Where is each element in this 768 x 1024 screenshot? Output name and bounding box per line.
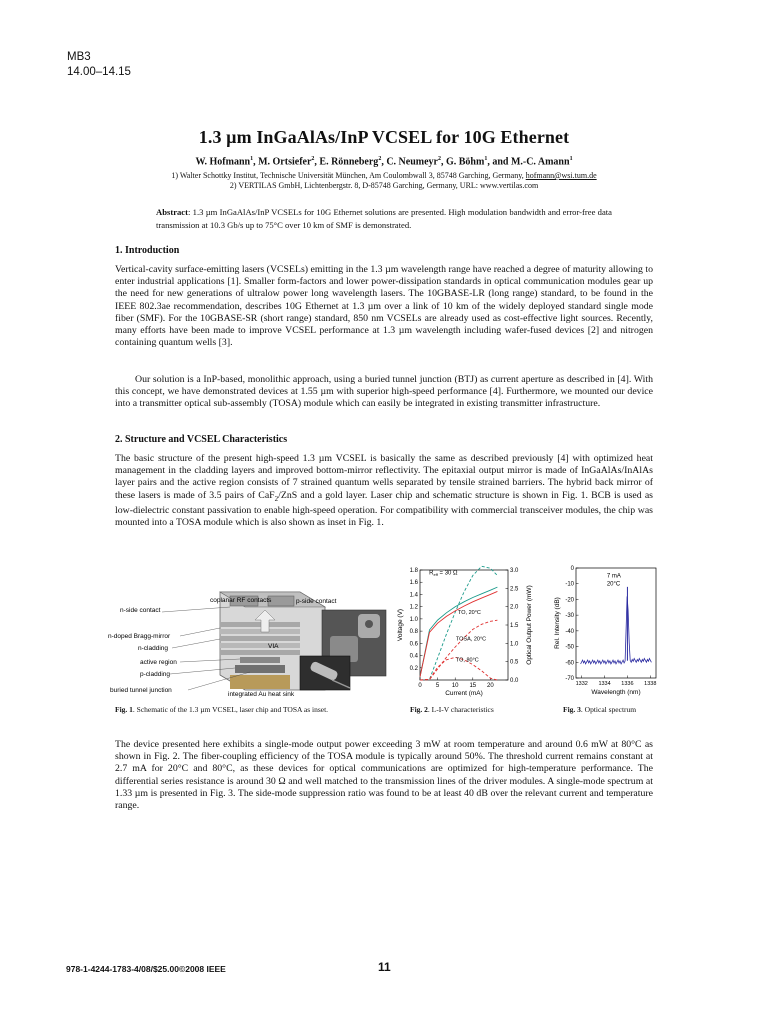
y2-tick-label: 0.0 (510, 678, 519, 684)
y-tick-label: -20 (565, 597, 574, 604)
intro-paragraph-2: Our solution is a InP-based, monolithic approach, using a buried tunnel junction (BTJ) as current aperture as described in [4]. With this concept, we have demonstrated devices at 1.55 µm with superior high-speed performance [4]. Furthermore, we mounted our device into a transmitter optical sub-assembly (TOSA) module which can easily be integrated in existing transmitter infrastructure. (115, 374, 653, 410)
y2-tick-label: 3.0 (510, 568, 519, 574)
annotation-reff: $R_{eff} = 30$ Ω (429, 570, 458, 577)
label-via: VIA (268, 643, 279, 650)
x-tick-label: 1338 (644, 681, 657, 687)
label-coplanar-contacts: coplanar RF contacts (210, 597, 272, 604)
y-tick-label: -40 (565, 628, 574, 635)
y-tick-label: -60 (565, 660, 574, 667)
y-tick-label: 1.6 (409, 580, 418, 587)
y2-tick-label: 2.0 (510, 604, 519, 611)
author-affiliation-mark: 1 (250, 156, 254, 162)
label-au-heat-sink: integrated Au heat sink (228, 691, 295, 698)
structure-paragraph-2: The device presented here exhibits a single-mode output power exceeding 3 mW at room temperature and around 0.6 mW at 80°C as shown in Fig. 2. The fiber-coupling efficiency of the TOSA module is typically around 50%. The threshold current remains constant at 2.7 mA for 20°C and 80°C, as these devices for optical communications are optimized for high-temperature performance. The differential series resistance is around 30 Ω and well matched to the transmission lines of the driver modules. A single-mode spectrum at 1.33 µm is presented in Fig. 3. The side-mode suppression ratio was found to be at least 40 dB over the relevant current and temperature range. (115, 739, 653, 812)
figure-1-schematic (100, 562, 392, 698)
affiliation-2: 2) VERTILAS GmbH, Lichtenbergstr. 8, D-85748 Garching, Germany, URL: www.vertilas.com (229, 181, 539, 190)
y-axis-label: Voltage (V) (397, 608, 404, 642)
y-tick-label: 0.2 (409, 665, 418, 672)
author-list (0, 156, 768, 167)
figure-3-spectrum-chart (554, 562, 660, 698)
figure-row (100, 562, 660, 698)
figure-1-caption-text: . Schematic of the 1.3 µm VCSEL, laser chip and TOSA as inset. (132, 705, 329, 714)
author-affiliation-mark: 2 (311, 156, 315, 162)
x-tick-label: 1334 (598, 681, 611, 687)
x-axis-label: Wavelength (nm) (591, 689, 641, 696)
affiliation-1-text: 1) Walter Schottky Institut, Technische Universität München, Am Coulombwall 3, 85748 Garching, Germany, (171, 171, 526, 180)
x-tick-label: 1332 (575, 681, 588, 687)
y-tick-label: 1.2 (409, 604, 418, 611)
label-active-region: active region (140, 659, 177, 666)
author-separator: , (253, 156, 259, 168)
label-p-cladding: p-cladding (140, 671, 170, 678)
series-label-to-20c: TO, 20°C (458, 610, 481, 616)
y-tick-label: 0.6 (409, 641, 418, 648)
author-separator: , (440, 156, 446, 168)
x-tick-label: 20 (487, 683, 494, 689)
y-tick-label: -30 (565, 613, 574, 620)
author-email[interactable]: hofmann@wsi.tum.de (525, 171, 597, 180)
label-n-doped-bragg-mirror: n-doped Bragg-mirror (108, 633, 171, 640)
x-tick-label: 0 (418, 683, 422, 689)
author-name: E. Rönneberg (319, 156, 379, 168)
x-tick-label: 5 (435, 683, 440, 689)
series-tosa-20c (420, 620, 497, 680)
figure-2-caption (410, 705, 494, 714)
structure-paragraph-1 (115, 453, 653, 529)
paper-title: 1.3 µm InGaAlAs/InP VCSEL for 10G Ethernet (198, 127, 570, 147)
author-separator: , (314, 156, 320, 168)
author-affiliation-mark: 1 (569, 156, 573, 162)
author-affiliation-mark: 2 (437, 156, 441, 162)
y2-tick-label: 0.5 (510, 659, 519, 666)
figure-1-caption (115, 705, 328, 714)
figure-2-caption-text: . L-I-V characteristics (427, 705, 494, 714)
y2-tick-label: 1.5 (510, 623, 519, 629)
label-n-cladding: n-cladding (138, 645, 168, 652)
y-tick-label: 1.0 (409, 616, 418, 623)
structure-text-b: /ZnS and a gold layer. Laser chip and schematic structure is shown in Fig. 1. BCB is used as low-dielectric constant passivation to enable high-speed operation. For compatibility with commercial transceiver modules, the chip was mounted into a TOSA module which is also shown as inset in Fig. 1. (115, 489, 653, 528)
structure-text-a: The basic structure of the present high-speed 1.3 µm VCSEL is basically the same as described previously [4] with optimized heat management in the cladding layers and improved bottom-mirror reflectivity. The epitaxial output mirror is made of InGaAlAs/InAlAs layer pairs and the active region consists of 7 strained quantum wells separated by tensile strained barriers. The hybrid back mirror of these lasers is made of 3.5 pairs of CaF (115, 453, 653, 501)
y-tick-label: 1.8 (409, 568, 418, 574)
annotation-current: 7 mA (606, 573, 621, 580)
structure-subscript: 2 (274, 494, 279, 503)
session-time: 14.00–14.15 (67, 66, 131, 78)
figure-3-caption (563, 705, 636, 714)
x-tick-label: 1336 (621, 681, 634, 687)
figure-2-liv-chart (396, 562, 534, 698)
section-heading-structure: 2. Structure and VCSEL Characteristics (115, 434, 288, 445)
y-tick-label: 0.4 (409, 653, 418, 660)
affiliation-1 (0, 171, 768, 180)
y-axis-label: Rel. Intensity (dB) (554, 597, 561, 649)
series-label-to-80c: TO, 80°C (455, 657, 479, 664)
author-affiliation-mark: 1 (484, 156, 488, 162)
x-tick-label: 15 (469, 683, 477, 689)
annotation-temperature: 20°C (606, 581, 621, 588)
abstract-text: : 1.3 µm InGaAlAs/InP VCSELs for 10G Ethernet solutions are presented. High modulation bandwidth and error-free data transmission at 10.3 Gb/s up to 75°C over 10 km of SMF is demonstrated. (156, 207, 612, 230)
author-name: C. Neumeyr (386, 156, 438, 168)
series-spectrum (581, 596, 652, 664)
figure-3-caption-label: Fig. 3 (563, 705, 581, 714)
session-code: MB3 (67, 51, 91, 63)
y-tick-label: 0 (570, 566, 574, 572)
figure-1-caption-label: Fig. 1 (115, 705, 133, 714)
author-name: W. Hofmann (195, 156, 251, 168)
label-n-side-contact: n-side contact (120, 607, 161, 614)
author-name: M. Ortsiefer (258, 156, 312, 168)
y-tick-label: -10 (565, 581, 574, 588)
intro-paragraph-1: Vertical-cavity surface-emitting lasers (VCSELs) emitting in the 1.3 µm wavelength range have reached a degree of maturity allowing to enter industrial applications [1]. Smaller form-factors and lower power-dissipation standards in optical communication modules gear up the need for new generations of ultralow power long wavelength lasers. The 10GBASE-LR (long range) standard, to be found in the IEEE 802.3ae recommendation, describes 10G Ethernet at 1.3 µm over a link of 10 km of the widely deployed standard single mode fiber (SMF). For the 10GBASE-SR (short range) standard, 850 nm VCSELs are already used as cost-effective light sources. Recently, many efforts have been made to improve VCSEL performance at 1.3 µm wavelength including wafer-fused devices [2] and nitrogen containing quantum wells [3]. (115, 264, 653, 349)
y2-tick-label: 1.0 (510, 641, 519, 648)
footer-isbn: 978-1-4244-1783-4/08/$25.00©2008 IEEE (66, 964, 226, 974)
session-header (67, 50, 131, 80)
section-heading-introduction: 1. Introduction (115, 245, 180, 256)
y-tick-label: -70 (565, 676, 574, 682)
abstract-label: Abstract (156, 207, 188, 217)
author-name: G. Böhm (445, 156, 485, 168)
page-number: 11 (378, 960, 391, 974)
author-affiliation-mark: 2 (378, 156, 382, 162)
figure-2-caption-label: Fig. 2 (410, 705, 428, 714)
label-buried-tunnel-junction: buried tunnel junction (110, 687, 172, 694)
x-axis-label: Current (mA) (445, 690, 483, 697)
y2-axis-label: Optical Output Power (mW) (526, 585, 533, 665)
figure-3-caption-text: . Optical spectrum (580, 705, 637, 714)
label-p-side-contact: p-side contact (296, 598, 337, 605)
author-separator: , and (487, 156, 511, 168)
y-tick-label: 1.4 (409, 592, 418, 599)
author-separator: , (381, 156, 387, 168)
series-label-tosa-20c: TOSA, 20°C (455, 636, 487, 643)
y2-tick-label: 2.5 (510, 586, 519, 593)
author-name: M.-C. Amann (510, 156, 570, 168)
x-tick-label: 10 (451, 683, 459, 689)
y-tick-label: 0.8 (409, 629, 418, 636)
abstract (156, 206, 612, 232)
y-tick-label: -50 (565, 644, 574, 651)
